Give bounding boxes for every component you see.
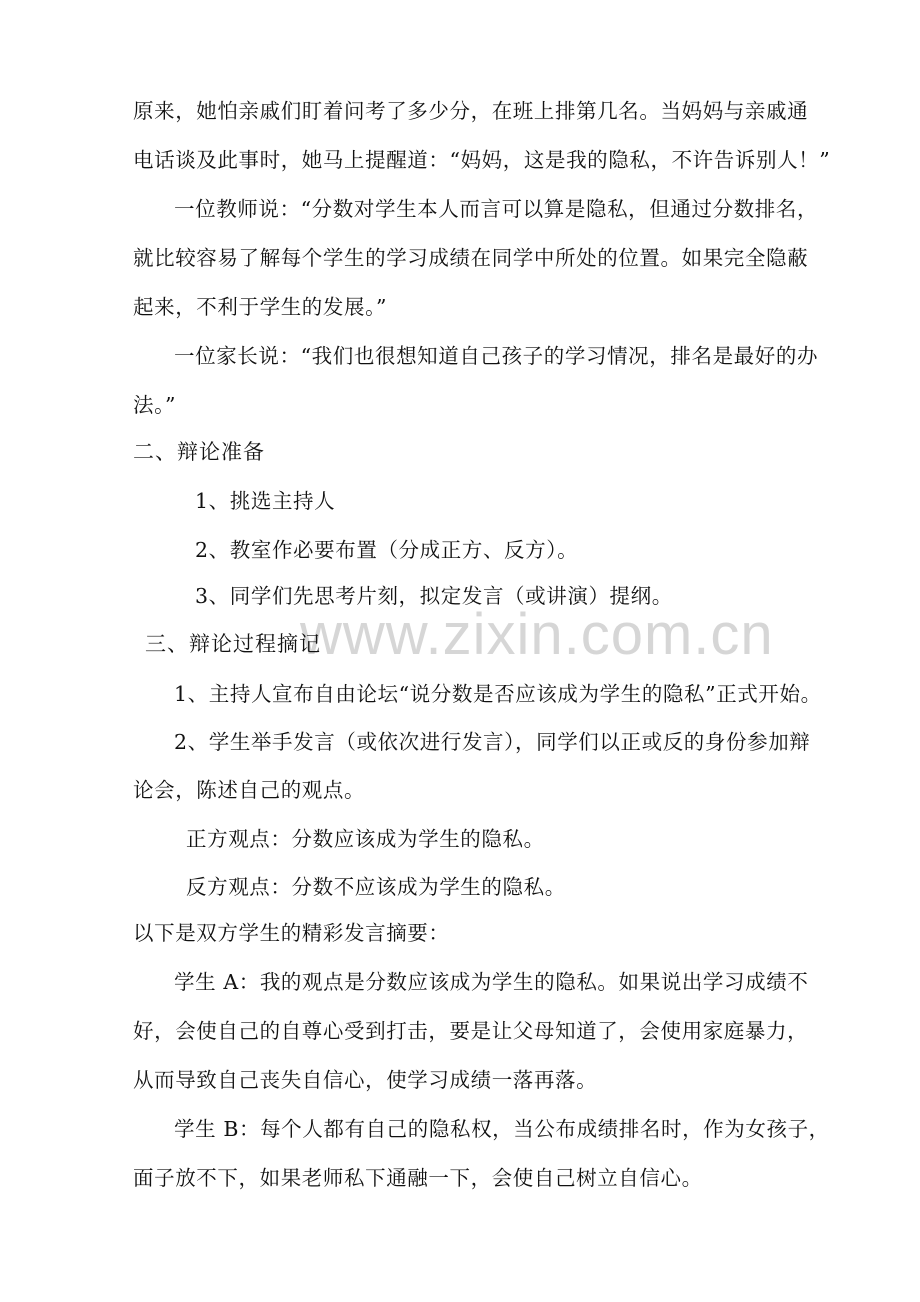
affirmative-view: 正方观点：分数应该成为学生的隐私。 (186, 827, 545, 851)
list-item: 1、主持人宣布自由论坛“说分数是否应该成为学生的隐私”正式开始。 (174, 682, 822, 706)
list-item: 3、同学们先思考片刻，拟定发言（或讲演）提纲。 (195, 584, 673, 608)
student-b-speech: 学生 B：每个人都有自己的隐私权，当公布成绩排名时，作为女孩子， (174, 1117, 830, 1141)
paragraph-line: 好，会使自己的自尊心受到打击，要是让父母知道了，会使用家庭暴力， (133, 1019, 809, 1043)
paragraph-line: 原来，她怕亲戚们盯着问考了多少分，在班上排第几名。当妈妈与亲戚通 (133, 99, 809, 123)
section-heading-debate-record: 三、辩论过程摘记 (145, 632, 321, 656)
paragraph-line: 从而导致自己丧失自信心，使学习成绩一落再落。 (133, 1068, 598, 1092)
section-heading-debate-prep: 二、辩论准备 (133, 440, 265, 464)
list-item: 1、挑选主持人 (195, 489, 336, 513)
watermark: www.zixin.com.cn (300, 602, 774, 667)
student-a-speech: 学生 A：我的观点是分数应该成为学生的隐私。如果说出学习成绩不 (174, 970, 809, 994)
paragraph-line: 起来，不利于学生的发展。” (133, 295, 388, 319)
paragraph-line: 法。” (133, 393, 177, 417)
paragraph-line: 论会，陈述自己的观点。 (133, 778, 366, 802)
paragraph-line: 就比较容易了解每个学生的学习成绩在同学中所处的位置。如果完全隐蔽 (133, 246, 809, 270)
paragraph-line: 一位家长说：“我们也很想知道自己孩子的学习情况，排名是最好的办 (174, 344, 819, 368)
list-item: 2、学生举手发言（或依次进行发言），同学们以正或反的身份参加辩 (174, 730, 811, 754)
paragraph-line: 以下是双方学生的精彩发言摘要： (133, 921, 450, 945)
list-item: 2、教室作必要布置（分成正方、反方）。 (195, 538, 579, 562)
paragraph-line: 面子放不下，如果老师私下通融一下，会使自己树立自信心。 (133, 1166, 703, 1190)
paragraph-line: 电话谈及此事时，她马上提醒道：“妈妈，这是我的隐私，不许告诉别人！” (133, 148, 831, 172)
paragraph-line: 一位教师说：“分数对学生本人而言可以算是隐私，但通过分数排名， (174, 197, 819, 221)
negative-view: 反方观点：分数不应该成为学生的隐私。 (186, 875, 566, 899)
